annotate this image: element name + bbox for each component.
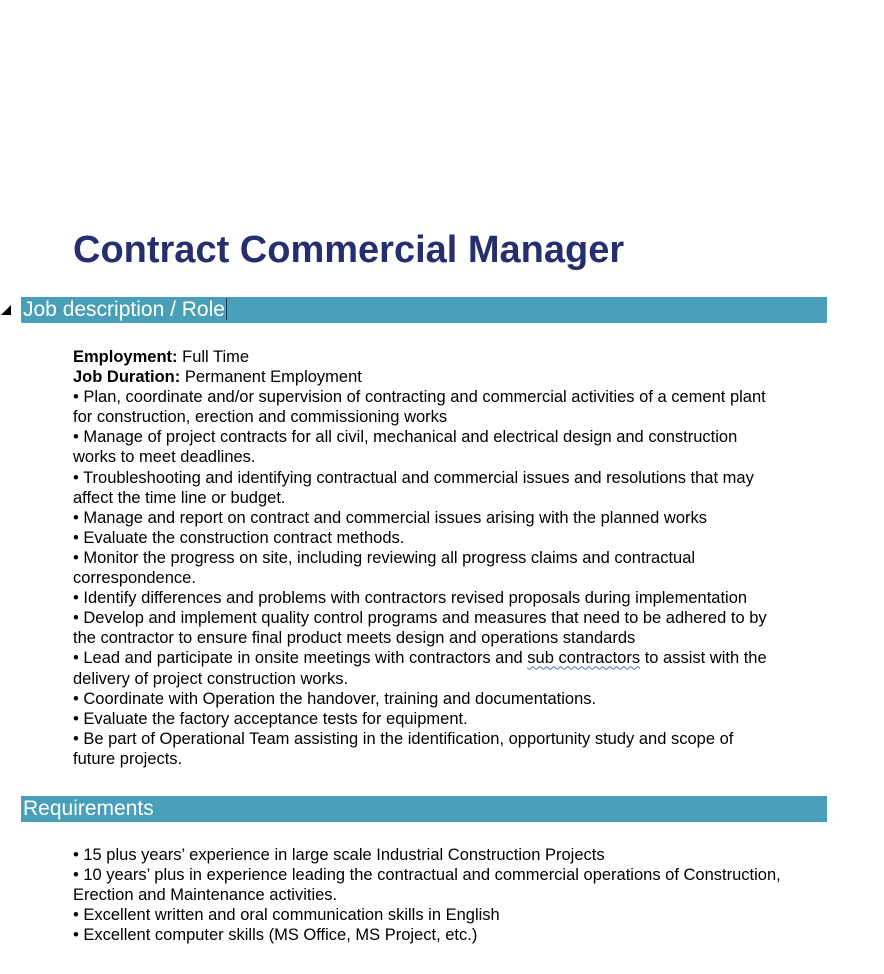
collapse-triangle-icon[interactable] [1,305,11,315]
requirement-line: • 15 plus years’ experience in large scale Industrial Construction Projects [73,846,605,864]
bullet-line: • Plan, coordinate and/or supervision of contracting and commercial activities of a cement plant [73,388,766,407]
section-heading-requirements [21,796,827,822]
requirement-line: • Excellent computer skills (MS Office, MS Project, etc.) [73,926,478,945]
bullet-line: • Develop and implement quality control programs and measures that need to be adhered to by [73,609,767,628]
job-description-body [73,347,833,769]
bullet-line: affect the time line or budget. [73,488,286,507]
requirement-line: Erection and Maintenance activities. [73,886,338,905]
document-title: Contract Commercial Manager [73,229,625,271]
requirement-line: • 10 years’ plus in experience leading the contractual and commercial operations of Construction, [73,866,781,885]
section-heading-text: Requirements [23,797,154,820]
bullet-line: • Evaluate the construction contract methods. [73,528,405,547]
bullet-line-lead: • Lead and participate in onsite meetings with contractors and sub contractors to assist with the [73,649,767,668]
section-heading-text: Job description / Role [23,298,225,321]
requirements-body [73,845,833,945]
bullet-line: • Be part of Operational Team assisting in the identification, opportunity study and scope of [73,729,734,748]
bullet-line: • Monitor the progress on site, including reviewing all progress claims and contractual [73,548,696,567]
bullet-line: correspondence. [73,569,196,588]
employment-label: Employment: [73,348,178,366]
bullet-line: future projects. [73,749,183,768]
job-duration-label: Job Duration: [73,368,181,387]
bullet-line: • Coordinate with Operation the handover, training and documentations. [73,689,597,708]
bullet-line: for construction, erection and commissioning works [73,408,448,427]
bullet-line: • Evaluate the factory acceptance tests for equipment. [73,709,468,728]
bullet-line: • Manage of project contracts for all civil, mechanical and electrical design and construction [73,428,738,447]
bullet-line: works to meet deadlines. [73,448,256,467]
bullet-line: • Troubleshooting and identifying contractual and commercial issues and resolutions that may [73,468,754,487]
bullet-line: delivery of project construction works. [73,669,349,688]
bullet-line: • Manage and report on contract and commercial issues arising with the planned works [73,508,708,527]
employment-value: Full Time [182,348,250,366]
requirement-line: • Excellent written and oral communication skills in English [73,906,500,925]
spellcheck-flagged-word[interactable]: sub contractors [527,649,641,668]
employment-line [73,347,833,367]
text-cursor [226,298,227,320]
bullet-line: • Identify differences and problems with contractors revised proposals during implementation [73,589,748,608]
job-duration-line [73,367,833,387]
bullet-line: the contractor to ensure final product meets design and operations standards [73,629,636,648]
section-heading-job-description [21,297,827,323]
job-duration-value: Permanent Employment [184,368,362,387]
